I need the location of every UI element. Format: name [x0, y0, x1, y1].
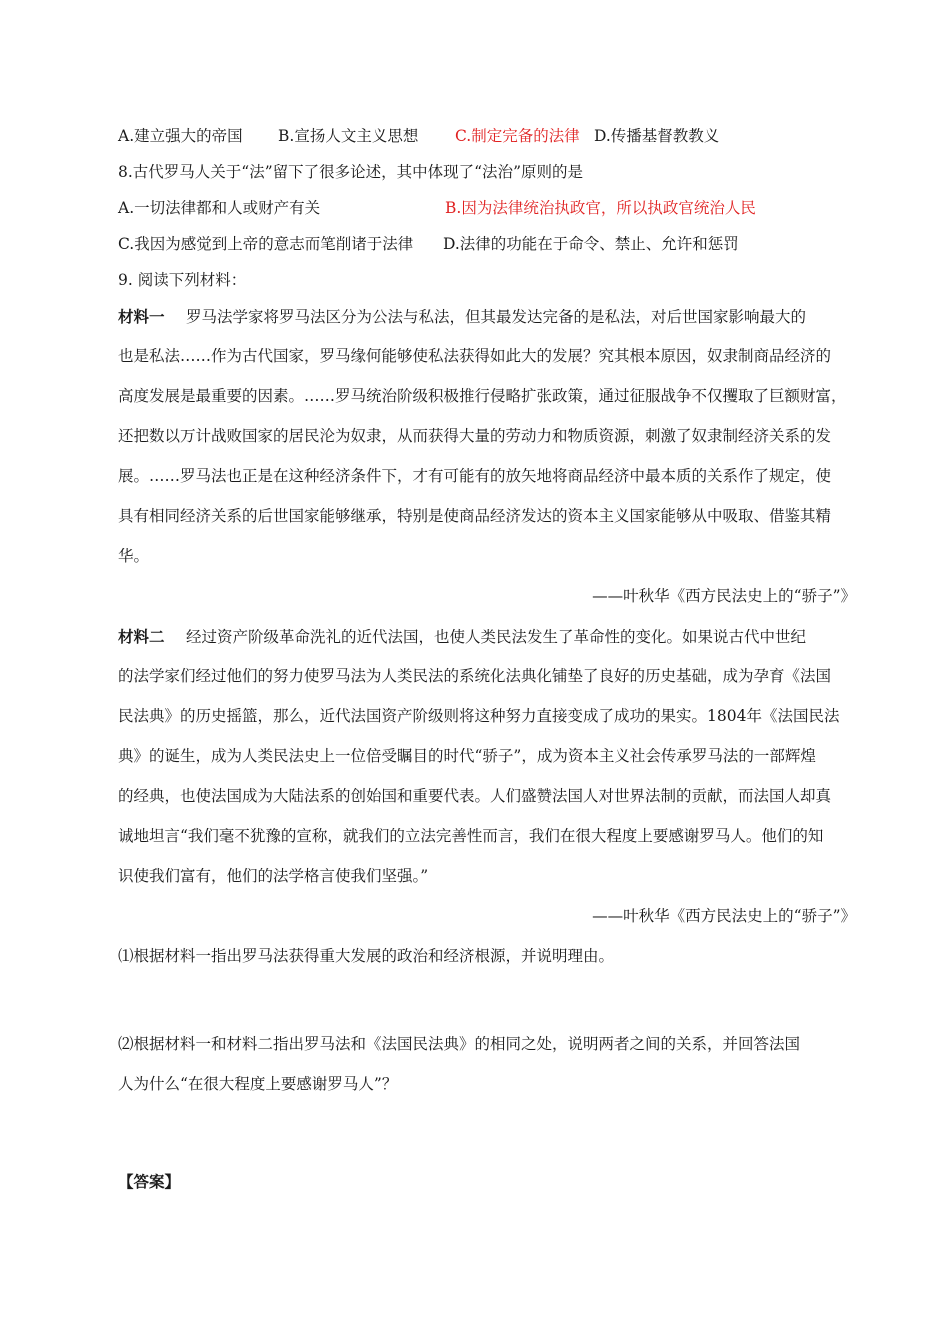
material-two-line: 的经典，也使法国成为大陆法系的创始国和重要代表。人们盛赞法国人对世界法制的贡献，而法国人却真 [118, 787, 832, 805]
q9-stem: 9. 阅读下列材料： [118, 271, 247, 289]
q7-option-c-answer: C.制定完备的法律 [455, 127, 580, 145]
material-two-label: 材料二 [118, 627, 165, 646]
sub-question-two-line: ⑵根据材料一和材料二指出罗马法和《法国民法典》的相同之处，说明两者之间的关系，并回答法国 [118, 1035, 801, 1053]
material-two-line: 民法典》的历史摇篮，那么，近代法国资产阶级则将这种努力直接变成了成功的果实。1804年《法国民法 [118, 707, 840, 725]
material-one-line: 罗马法学家将罗马法区分为公法与私法，但其最发达完备的是私法，对后世国家影响最大的 [186, 308, 807, 326]
material-one-line: 还把数以万计战败国家的居民沦为奴隶，从而获得大量的劳动力和物质资源，刺激了奴隶制经济关系的发 [118, 427, 832, 445]
material-one-line: 具有相同经济关系的后世国家能够继承，特别是使商品经济发达的资本主义国家能够从中吸取、借鉴其精 [118, 507, 832, 525]
q8-option-c: C.我因为感觉到上帝的意志而笔削诸于法律 [118, 235, 414, 253]
q8-option-b-answer: B.因为法律统治执政官，所以执政官统治人民 [445, 199, 756, 217]
q8-stem: 8.古代罗马人关于“法”留下了很多论述，其中体现了“法治”原则的是 [118, 163, 583, 181]
material-two-line: 诚地坦言“我们毫不犹豫的宣称，就我们的立法完善性而言，我们在很大程度上要感谢罗马人。他们的知 [118, 827, 824, 845]
material-one-line: 展。……罗马法也正是在这种经济条件下，才有可能有的放矢地将商品经济中最本质的关系作了规定，使 [118, 467, 832, 485]
material-two-line: 识使我们富有，他们的法学格言使我们坚强。” [118, 867, 429, 885]
material-two-line: 典》的诞生，成为人类民法史上一位倍受瞩目的时代“骄子”，成为资本主义社会传承罗马法的一部辉煌 [118, 747, 816, 765]
material-two-line: 的法学家们经过他们的努力使罗马法为人类民法的系统化法典化铺垫了良好的历史基础，成为孕育《法国 [118, 667, 832, 685]
answer-heading: 【答案】 [118, 1172, 181, 1191]
q8-option-a: A.一切法律都和人或财产有关 [118, 199, 321, 217]
material-two-line: 经过资产阶级革命洗礼的近代法国，也使人类民法发生了革命性的变化。如果说古代中世纪 [186, 628, 807, 646]
q7-option-b: B.宣扬人文主义思想 [278, 127, 419, 145]
material-one-line: 也是私法……作为古代国家，罗马缘何能够使私法获得如此大的发展？究其根本原因，奴隶制商品经济的 [118, 347, 832, 365]
material-two-source: ——叶秋华《西方民法史上的“骄子”》 [592, 907, 856, 925]
material-one-source: ——叶秋华《西方民法史上的“骄子”》 [592, 587, 856, 605]
q7-option-a: A.建立强大的帝国 [118, 127, 243, 145]
material-one-line: 华。 [118, 547, 150, 565]
q8-option-d: D.法律的功能在于命令、禁止、允许和惩罚 [443, 235, 739, 253]
sub-question-one: ⑴根据材料一指出罗马法获得重大发展的政治和经济根源，并说明理由。 [118, 947, 615, 965]
q7-option-d: D.传播基督教教义 [594, 127, 720, 145]
material-one-line: 高度发展是最重要的因素。……罗马统治阶级积极推行侵略扩张政策，通过征服战争不仅攫取了巨额财富， [118, 387, 847, 405]
material-one-label: 材料一 [118, 307, 165, 326]
sub-question-two-line: 人为什么“在很大程度上要感谢罗马人”？ [118, 1075, 398, 1093]
